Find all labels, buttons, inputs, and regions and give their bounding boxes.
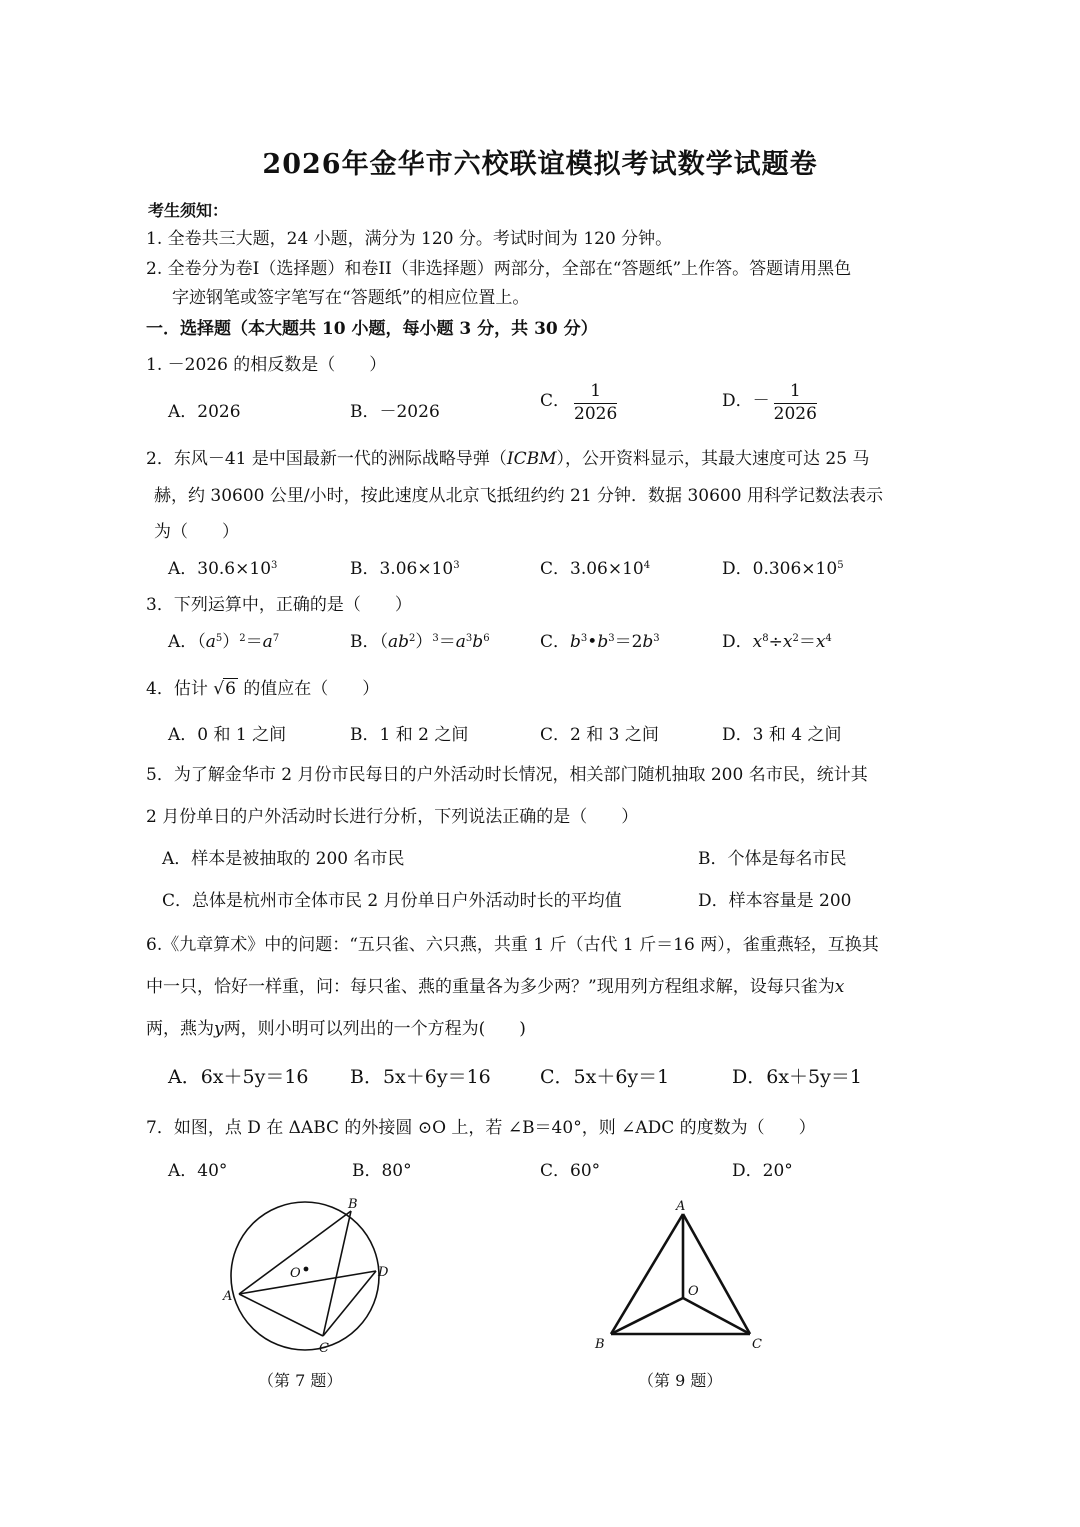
notice-item-2-line2: 字迹钢笔或签字笔写在“答题纸”的相应位置上。 — [172, 288, 530, 308]
q4-option-c: C．2 和 3 之间 — [540, 725, 659, 745]
q4-stem: 4．估计 √6 的值应在（ ） — [146, 679, 380, 699]
q1-option-d: D．－ $\frac{1}{2026}$ — [722, 381, 817, 424]
q5-option-d: D．样本容量是 200 — [698, 891, 852, 911]
q2-option-b: B．$3.06\times 10^3$ — [350, 559, 460, 579]
q6-option-c: C．5x＋6y＝1 — [540, 1066, 670, 1088]
q2-line3: 为（ ） — [154, 522, 239, 542]
figure-q9-caption: （第 9 题） — [638, 1371, 723, 1390]
q2-option-d: D．$0.306\times 10^5$ — [722, 559, 844, 579]
q1-option-c: C． $\frac{1}{2026}$ — [540, 381, 618, 424]
q3-option-a: A．$(a^5)^2=a^7$ — [168, 632, 280, 652]
label-o: O — [688, 1284, 699, 1299]
q3-option-d: D．$x^8\div x^2=x^4$ — [722, 632, 832, 652]
label-b: B — [595, 1337, 605, 1352]
q7-option-c: C．60° — [540, 1161, 601, 1181]
center-point — [304, 1267, 309, 1272]
section-heading: 一．选择题（本大题共 10 小题，每小题 3 分，共 30 分） — [146, 319, 598, 339]
q4-option-b: B．1 和 2 之间 — [350, 725, 469, 745]
segment-ad — [239, 1271, 376, 1294]
q3-option-b: B．$(ab^2)^3=a^3b^6$ — [350, 632, 490, 652]
q5-option-b: B．个体是每名市民 — [698, 849, 847, 869]
q6-option-d: D．6x＋5y＝1 — [732, 1066, 862, 1088]
q2-line2: 赫，约 30600 公里/小时，按此速度从北京飞抵纽约约 21 分钟．数据 30600 用科学记数法表示 — [154, 486, 883, 506]
q7-option-b: B．80° — [352, 1161, 412, 1181]
q5-option-a: A．样本是被抽取的 200 名市民 — [162, 849, 405, 869]
label-d: D — [378, 1265, 389, 1280]
label-c: C — [319, 1341, 329, 1356]
q7-option-d: D．20° — [732, 1161, 793, 1181]
figure-q7-circle — [210, 1196, 410, 1356]
segment-ab — [239, 1211, 351, 1294]
label-c: C — [752, 1337, 762, 1352]
q1-option-b: B．－2026 — [350, 402, 440, 422]
q2-line1: 2．东风－41 是中国最新一代的洲际战略导弹（ICBM），公开资料显示，其最大速度可达 25 马 — [146, 449, 870, 469]
q5-line1: 5．为了解金华市 2 月份市民每日的户外活动时长情况，相关部门随机抽取 200 名市民，统计其 — [146, 765, 868, 785]
q6-option-b: B．5x＋6y＝16 — [350, 1066, 491, 1088]
notice-item-1: 1. 全卷共三大题，24 小题，满分为 120 分。考试时间为 120 分钟。 — [146, 229, 673, 249]
label-a: A — [223, 1289, 233, 1304]
q2-option-c: C．$3.06\times 10^4$ — [540, 559, 651, 579]
q3-option-c: C．$b^3•b^3=2b^3$ — [540, 632, 660, 652]
segment-ac — [239, 1294, 323, 1336]
q6-line2: 中一只，恰好一样重，问：每只雀、燕的重量各为多少两？”现用列方程组求解，设每只雀为x — [146, 977, 845, 997]
q4-option-d: D．3 和 4 之间 — [722, 725, 842, 745]
label-b: B — [348, 1197, 358, 1212]
label-a: A — [676, 1199, 686, 1214]
q1-stem: 1. －2026 的相反数是（ ） — [146, 355, 387, 375]
q5-line2: 2 月份单日的户外活动时长进行分析，下列说法正确的是（ ） — [146, 807, 639, 827]
notice-item-2-line1: 2. 全卷分为卷I（选择题）和卷II（非选择题）两部分，全部在“答题纸”上作答。答题请用黑色 — [146, 259, 852, 279]
q6-option-a: A．6x＋5y＝16 — [168, 1066, 309, 1088]
notice-heading: 考生须知： — [148, 201, 229, 220]
q3-stem: 3．下列运算中，正确的是（ ） — [146, 595, 412, 615]
page-title: 2026年金华市六校联谊模拟考试数学试题卷 — [262, 149, 818, 180]
q6-line1: 6.《九章算术》中的问题：“五只雀、六只燕，共重 1 斤（古代 1 斤＝16 两），雀重燕轻，互换其 — [146, 935, 879, 955]
q2-option-a: A．$30.6\times 10^3$ — [168, 559, 278, 579]
q6-line3: 两，燕为y两，则小明可以列出的一个方程为( ) — [146, 1019, 526, 1039]
figure-q7-caption: （第 7 题） — [258, 1371, 343, 1390]
q4-option-a: A．0 和 1 之间 — [168, 725, 287, 745]
label-o: O — [290, 1266, 301, 1281]
q5-option-c: C．总体是杭州市全体市民 2 月份单日户外活动时长的平均值 — [162, 891, 622, 911]
q7-stem: 7．如图，点 D 在 ΔABC 的外接圆 ⊙O 上，若 ∠B＝40°，则 ∠ADC 的度数为（ ） — [146, 1118, 816, 1138]
segment-bc — [323, 1211, 351, 1336]
q1-option-a: A．2026 — [168, 402, 241, 422]
q7-option-a: A．40° — [168, 1161, 228, 1181]
figure-q9-triangle — [588, 1196, 778, 1356]
